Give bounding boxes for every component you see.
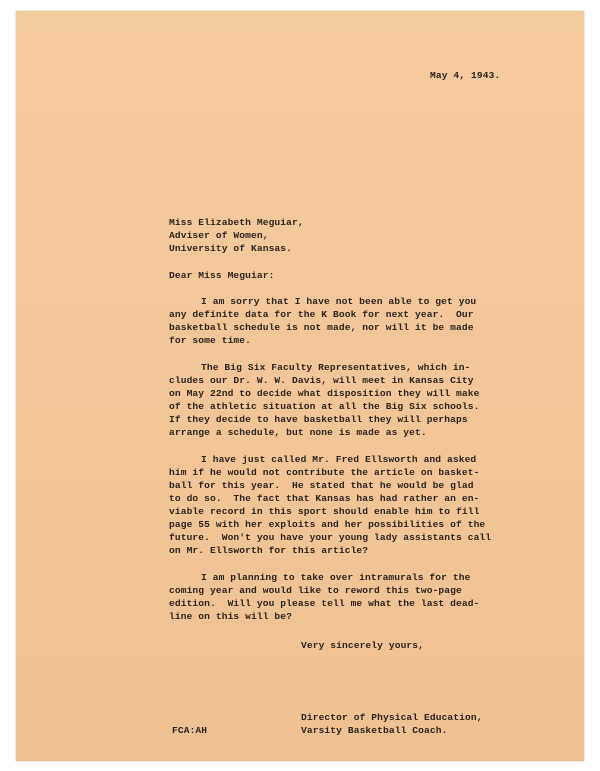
paragraph-line: cludes our Dr. W. W. Davis, will meet in Kansas City: [169, 375, 474, 386]
salutation: Dear Miss Meguiar:: [169, 270, 275, 281]
paragraph-line: to do so. The fact that Kansas has had rather an en-: [169, 493, 480, 504]
paragraph-line: line on this will be?: [169, 611, 293, 622]
paragraph-line: page 55 with her exploits and her possibilities of the: [169, 519, 486, 530]
paragraph-line: for some time.: [169, 335, 252, 346]
paragraph-line: him if he would not contribute the article on basket-: [169, 467, 480, 478]
paragraph-line: edition. Will you please tell me what the last dead-: [169, 598, 480, 609]
paragraph-line: of the athletic situation at all the Big Six schools.: [169, 401, 480, 412]
paragraph-line: viable record in this sport should enable him to fill: [169, 506, 480, 517]
paragraph-line: ball for this year. He stated that he would be glad: [169, 480, 474, 491]
initials: FCA:AH: [172, 725, 208, 736]
paragraph-line: I am sorry that I have not been able to get you: [201, 296, 477, 307]
recipient-line: Miss Elizabeth Meguiar,: [169, 217, 304, 228]
letter-date: May 4, 1943.: [430, 70, 501, 81]
paragraph-line: future. Won't you have your young lady assistants call: [169, 532, 492, 543]
paragraph-line: coming year and would like to reword this two-page: [169, 585, 462, 596]
recipient-line: University of Kansas.: [169, 243, 293, 254]
paragraph-line: I am planning to take over intramurals for the: [201, 572, 471, 583]
closing: Very sincerely yours,: [301, 640, 425, 651]
paragraph-line: any definite data for the K Book for next year. Our: [169, 309, 474, 320]
paragraph-line: The Big Six Faculty Representatives, which in-: [201, 362, 471, 373]
paragraph-line: If they decide to have basketball they will perhaps: [169, 414, 468, 425]
paragraph-line: basketball schedule is not made, nor will it be made: [169, 322, 474, 333]
signature-line: Varsity Basketball Coach.: [301, 725, 448, 736]
paragraph-line: on Mr. Ellsworth for this article?: [169, 545, 369, 556]
paragraph-line: I have just called Mr. Fred Ellsworth and asked: [201, 454, 477, 465]
paragraph-line: arrange a schedule, but none is made as yet.: [169, 427, 427, 438]
signature-line: Director of Physical Education,: [301, 712, 483, 723]
letter-paper: [16, 11, 584, 761]
paragraph-line: on May 22nd to decide what disposition they will make: [169, 388, 480, 399]
recipient-line: Adviser of Women,: [169, 230, 269, 241]
